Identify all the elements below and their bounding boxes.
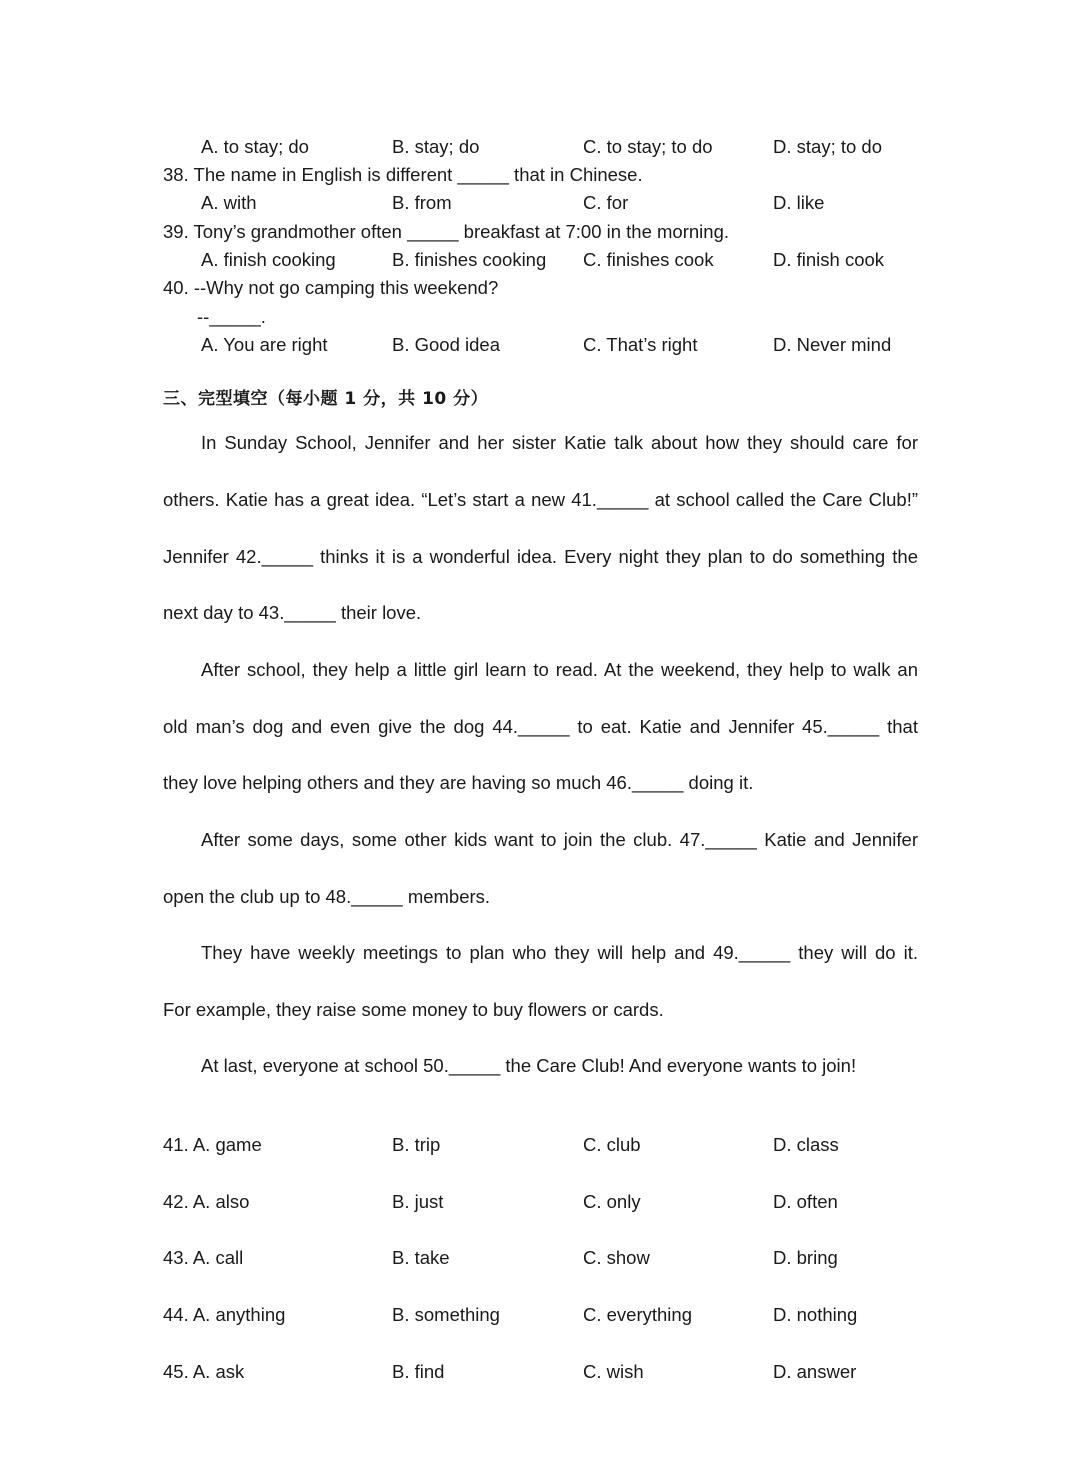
passage-line-5: After school, they help a little girl learn to read. At the weekend, they help to walk an [201, 659, 918, 680]
section-heading: 三、完型填空（每小题 1 分，共 10 分） [163, 389, 489, 409]
q38-option-d: D. like [773, 192, 825, 213]
q43-option-b: B. take [392, 1247, 450, 1268]
q41-option-d: D. class [773, 1134, 839, 1155]
passage-line-11: For example, they raise some money to buy flowers or cards. [163, 999, 664, 1020]
q40-option-c: C. That’s right [583, 334, 698, 355]
q42-option-a: 42. A. also [163, 1191, 250, 1212]
q38-stem: 38. The name in English is different _____ that in Chinese. [163, 164, 643, 185]
q45-option-c: C. wish [583, 1361, 644, 1382]
q38-option-c: C. for [583, 192, 629, 213]
q39-option-c: C. finishes cook [583, 249, 714, 270]
q45-option-b: B. find [392, 1361, 445, 1382]
q39-option-b: B. finishes cooking [392, 249, 547, 270]
passage-line-7: they love helping others and they are having so much 46._____ doing it. [163, 772, 754, 793]
q44-option-c: C. everything [583, 1304, 692, 1325]
q43-option-d: D. bring [773, 1247, 838, 1268]
q39-stem: 39. Tony’s grandmother often _____ breakfast at 7:00 in the morning. [163, 221, 729, 242]
q38-option-b: B. from [392, 192, 452, 213]
passage-line-12: At last, everyone at school 50._____ the Care Club! And everyone wants to join! [201, 1055, 857, 1076]
passage-line-2: others. Katie has a great idea. “Let’s start a new 41._____ at school called the Care Club!” [163, 489, 918, 510]
q42-option-b: B. just [392, 1191, 444, 1212]
q38-option-a: A. with [201, 192, 257, 213]
passage-line-3: Jennifer 42._____ thinks it is a wonderful idea. Every night they plan to do something the [163, 546, 918, 567]
q41-option-c: C. club [583, 1134, 641, 1155]
q41-option-b: B. trip [392, 1134, 441, 1155]
q42-option-c: C. only [583, 1191, 641, 1212]
q44-option-a: 44. A. anything [163, 1304, 286, 1325]
passage-line-6: old man’s dog and even give the dog 44._____ to eat. Katie and Jennifer 45._____ that [163, 716, 918, 737]
q45-option-a: 45. A. ask [163, 1361, 245, 1382]
q45-option-d: D. answer [773, 1361, 857, 1382]
q40-option-b: B. Good idea [392, 334, 500, 355]
q39-option-d: D. finish cook [773, 249, 885, 270]
q40-option-d: D. Never mind [773, 334, 892, 355]
passage-line-8: After some days, some other kids want to join the club. 47._____ Katie and Jennifer [201, 829, 918, 850]
passage-line-4: next day to 43._____ their love. [163, 602, 422, 623]
q40-reply: --_____. [197, 306, 266, 327]
q40-stem: 40. --Why not go camping this weekend? [163, 277, 499, 298]
passage-line-9: open the club up to 48._____ members. [163, 886, 491, 907]
q41-option-a: 41. A. game [163, 1134, 262, 1155]
q44-option-b: B. something [392, 1304, 500, 1325]
q40-option-a: A. You are right [201, 334, 328, 355]
q37-option-b: B. stay; do [392, 136, 480, 157]
q43-option-c: C. show [583, 1247, 650, 1268]
q37-option-c: C. to stay; to do [583, 136, 713, 157]
q43-option-a: 43. A. call [163, 1247, 244, 1268]
q37-option-a: A. to stay; do [201, 136, 309, 157]
q44-option-d: D. nothing [773, 1304, 858, 1325]
passage-line-1: In Sunday School, Jennifer and her sister Katie talk about how they should care for [201, 432, 918, 453]
passage-line-10: They have weekly meetings to plan who they will help and 49._____ they will do it. [201, 942, 918, 963]
q37-option-d: D. stay; to do [773, 136, 882, 157]
q39-option-a: A. finish cooking [201, 249, 336, 270]
q42-option-d: D. often [773, 1191, 838, 1212]
